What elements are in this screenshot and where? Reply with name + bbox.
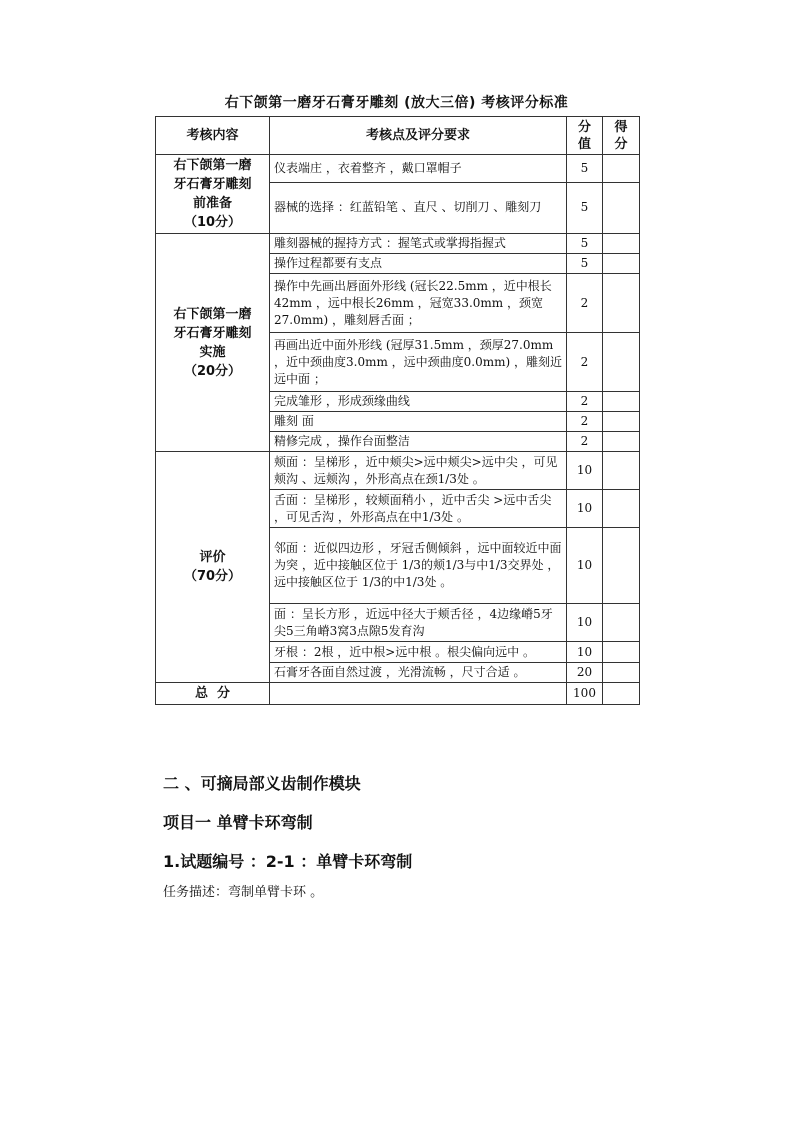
criteria-cell: 雕刻 面: [270, 412, 567, 432]
score-got-cell: [603, 392, 640, 412]
category-cell: [156, 234, 270, 452]
total-points: 100: [567, 683, 603, 705]
header-content: 考核内容: [156, 117, 270, 155]
score-got-cell: [603, 452, 640, 490]
points-cell: 2: [567, 412, 603, 432]
table-row: [156, 234, 640, 254]
task-description: 任务描述：弯制单臂卡环 。: [163, 885, 324, 900]
points-cell: 20: [567, 663, 603, 683]
category-line: 实施: [199, 344, 226, 360]
total-label: 总 分: [156, 683, 270, 705]
category-line: （70分）: [183, 569, 242, 584]
scoring-table: [155, 116, 640, 705]
header-criteria: 考核点及评分要求: [270, 117, 567, 155]
score-got-cell: [603, 604, 640, 642]
category-line: 评价: [199, 550, 226, 565]
criteria-cell: 操作过程都要有支点: [270, 254, 567, 274]
score-got-cell: [603, 490, 640, 528]
total-row: [156, 683, 640, 705]
criteria-cell: 牙根 ：2根 ，近中根>远中根 。根尖偏向远中 。: [270, 642, 567, 663]
criteria-cell: 颊面 ：呈梯形 ，近中颊尖>远中颊尖>远中尖 ，可见颊沟 、远颊沟 ，外形高点在颈1/3处 。: [270, 452, 567, 490]
header-got: 得 分: [603, 117, 640, 155]
score-got-cell: [603, 642, 640, 663]
table-row: [156, 155, 640, 183]
item-heading: 1.试题编号 ：2-1 ：单臂卡环弯制: [163, 852, 413, 871]
criteria-cell: 仪表端庄 ，衣着整齐 ，戴口罩帽子: [270, 155, 567, 183]
points-cell: 5: [567, 182, 603, 233]
points-cell: 10: [567, 452, 603, 490]
category-line: 牙石膏牙雕刻: [173, 325, 252, 341]
criteria-cell: 舌面 ：呈梯形 ，较颊面稍小 ，近中舌尖 >远中舌尖 ，可见舌沟 ，外形高点在中1/3处 。: [270, 490, 567, 528]
score-got-cell: [603, 412, 640, 432]
category-line: 右下颌第一磨: [173, 306, 252, 322]
criteria-cell: 雕刻器械的握持方式 ：握笔式或掌拇指握式: [270, 234, 567, 254]
score-got-cell: [603, 254, 640, 274]
category-cell: [156, 452, 270, 683]
header-score: 分 值: [567, 117, 603, 155]
points-cell: 10: [567, 490, 603, 528]
points-cell: 2: [567, 333, 603, 392]
criteria-cell: 完成雏形 ，形成颈缘曲线: [270, 392, 567, 412]
score-got-cell: [603, 182, 640, 233]
score-got-cell: [603, 155, 640, 183]
criteria-cell: 再画出近中面外形线 (冠厚31.5mm ，颈厚27.0mm ，近中颈曲度3.0mm ，远中颈曲度0.0mm) ，雕刻近远中面 ；: [270, 333, 567, 392]
category-line: 牙石膏牙雕刻: [173, 177, 252, 192]
points-cell: 10: [567, 604, 603, 642]
points-cell: 5: [567, 254, 603, 274]
total-got-cell: [603, 683, 640, 705]
points-cell: 2: [567, 274, 603, 333]
criteria-cell: 面 ：呈长方形 ，近远中径大于颊舌径 ，4边缘嵴5牙尖5三角嵴3窝3点隙5发育沟: [270, 604, 567, 642]
table-body: [156, 155, 640, 705]
category-line: 右下颌第一磨: [173, 158, 252, 173]
score-got-cell: [603, 528, 640, 604]
score-got-cell: [603, 432, 640, 452]
criteria-cell: 精修完成 ，操作台面整洁: [270, 432, 567, 452]
criteria-cell: 邻面 ：近似四边形 ，牙冠舌侧倾斜 ，远中面较近中面为突 ，近中接触区位于 1/3的颊1/3与中1/3交界处 ，远中接触区位于 1/3的中1/3处 。: [270, 528, 567, 604]
criteria-cell: 石膏牙各面自然过渡 ，光滑流畅 ，尺寸合适 。: [270, 663, 567, 683]
points-cell: 2: [567, 392, 603, 412]
category-line: （20分）: [183, 363, 242, 379]
points-cell: 2: [567, 432, 603, 452]
criteria-cell: 操作中先画出唇面外形线 (冠长22.5mm ，近中根长42mm ，远中根长26mm ，冠宽33.0mm ，颈宽27.0mm) ，雕刻唇舌面 ；: [270, 274, 567, 333]
table-title: 右下颌第一磨牙石膏牙雕刻 (放大三倍) 考核评分标准: [224, 95, 569, 111]
points-cell: 10: [567, 642, 603, 663]
category-line: （10分）: [183, 215, 242, 230]
points-cell: 10: [567, 528, 603, 604]
category-cell: [156, 155, 270, 234]
project-heading: 项目一 单臂卡环弯制: [163, 813, 313, 832]
points-cell: 5: [567, 234, 603, 254]
score-got-cell: [603, 234, 640, 254]
table-row: [156, 452, 640, 490]
total-empty-cell: [270, 683, 567, 705]
category-line: 前准备: [192, 196, 232, 211]
criteria-cell: 器械的选择 ：红蓝铅笔 、直尺 、切削刀 、雕刻刀: [270, 182, 567, 233]
section-heading: 二 、可摘局部义齿制作模块: [163, 774, 361, 793]
header-row: [156, 117, 640, 155]
score-got-cell: [603, 274, 640, 333]
score-got-cell: [603, 663, 640, 683]
points-cell: 5: [567, 155, 603, 183]
score-got-cell: [603, 333, 640, 392]
